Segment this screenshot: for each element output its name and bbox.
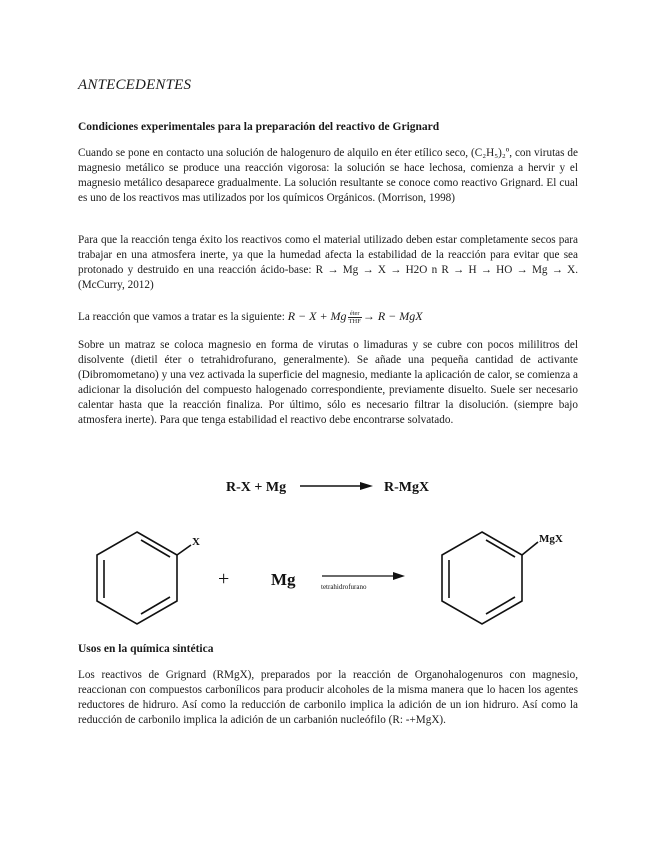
scheme-reactants-label: R-X + Mg [226, 480, 287, 495]
reaction-over-label: éter [348, 310, 362, 318]
paragraph-dry-conditions: Para que la reacción tenga éxito los reactivos como el material utilizado deben estar completamente secos para trabajar en una atmosfera inerte, ya que la humedad afecta la estabilidad de la reacción para evitar que sea protonado y destruido en una reacción ácido-base: R → Mg → X → H2O n R → H → HO → Mg → X. (McCurry, 2012) [78, 234, 578, 292]
scheme-solvent-arrow [322, 572, 405, 580]
subsection-title-uses: Usos en la química sintética [78, 643, 214, 655]
paragraph-procedure: Sobre un matraz se coloca magnesio en forma de virutas o limaduras y se cubre con pocos mililitros del disolvente (dietil éter o tetrahidrofurano, generalmente). Se añade una pequeña cantidad de activante (Dibromometano) y una vez activada la superficie del magnesio, mediante la aplicación de calor, se comienza a adicionar la disolución del compuesto halogenado correspondiente, previamente disuelto. Suele ser necesario calentar hasta que la reacción finaliza. Por último, sólo es necesario filtrar la disolución. (siempre bajo atmosfera inerte). Para que tenga estabilidad el reactivo debe encontrarse solvatado. [78, 339, 578, 427]
solvent-label: tetrahidrofurano [321, 583, 367, 591]
section-heading: ANTECEDENTES [78, 77, 192, 93]
scheme-product-label: R-MgX [384, 480, 430, 495]
substituent-mgx-label: MgX [539, 533, 563, 545]
plus-sign: + [218, 568, 230, 590]
reaction-right-side: → R − MgX [362, 309, 423, 323]
benzene-ring-product [442, 532, 538, 624]
reaction-left-side: R − X + Mg [287, 309, 347, 323]
reaction-intro-text: La reacción que vamos a tratar es la siguiente: [78, 311, 288, 323]
paragraph-synthetic-uses: Los reactivos de Grignard (RMgX), preparados por la reacción de Organohalogenuros con magnesio, reaccionan con compuestos carbonílicos para producir alcoholes de la misma manera que lo hacen los agentes reductores de hidruro. Así como la reducción de carbonilo implica la adición de un ion hidruro. Así como la reducción de carbonilo implica la adición de un carbanión nucleófilo (R: -+MgX). [78, 669, 578, 727]
paragraph-grignard-intro: Cuando se pone en contacto una solución de halogenuro de alquilo en éter etílico seco, (C₂H₅)₂º, con virutas de magnesio metálico se produce una reacción vigorosa: la solución se hace lechosa, comienza a hervir y el magnesio metálico desaparece gradualmente. La solución resultante se conoce como reactivo Grignard. El cual es uno de los reactivos mas utilizados por los químicos Orgánicos. (Morrison, 1998) [78, 147, 578, 205]
reaction-under-label: THF [348, 317, 361, 325]
scheme-top-arrow [300, 482, 373, 490]
substituent-x-label: X [192, 536, 200, 548]
magnesium-label: Mg [271, 570, 296, 589]
subsection-title-conditions: Condiciones experimentales para la preparación del reactivo de Grignard [78, 121, 440, 133]
benzene-ring-reactant [97, 532, 191, 624]
